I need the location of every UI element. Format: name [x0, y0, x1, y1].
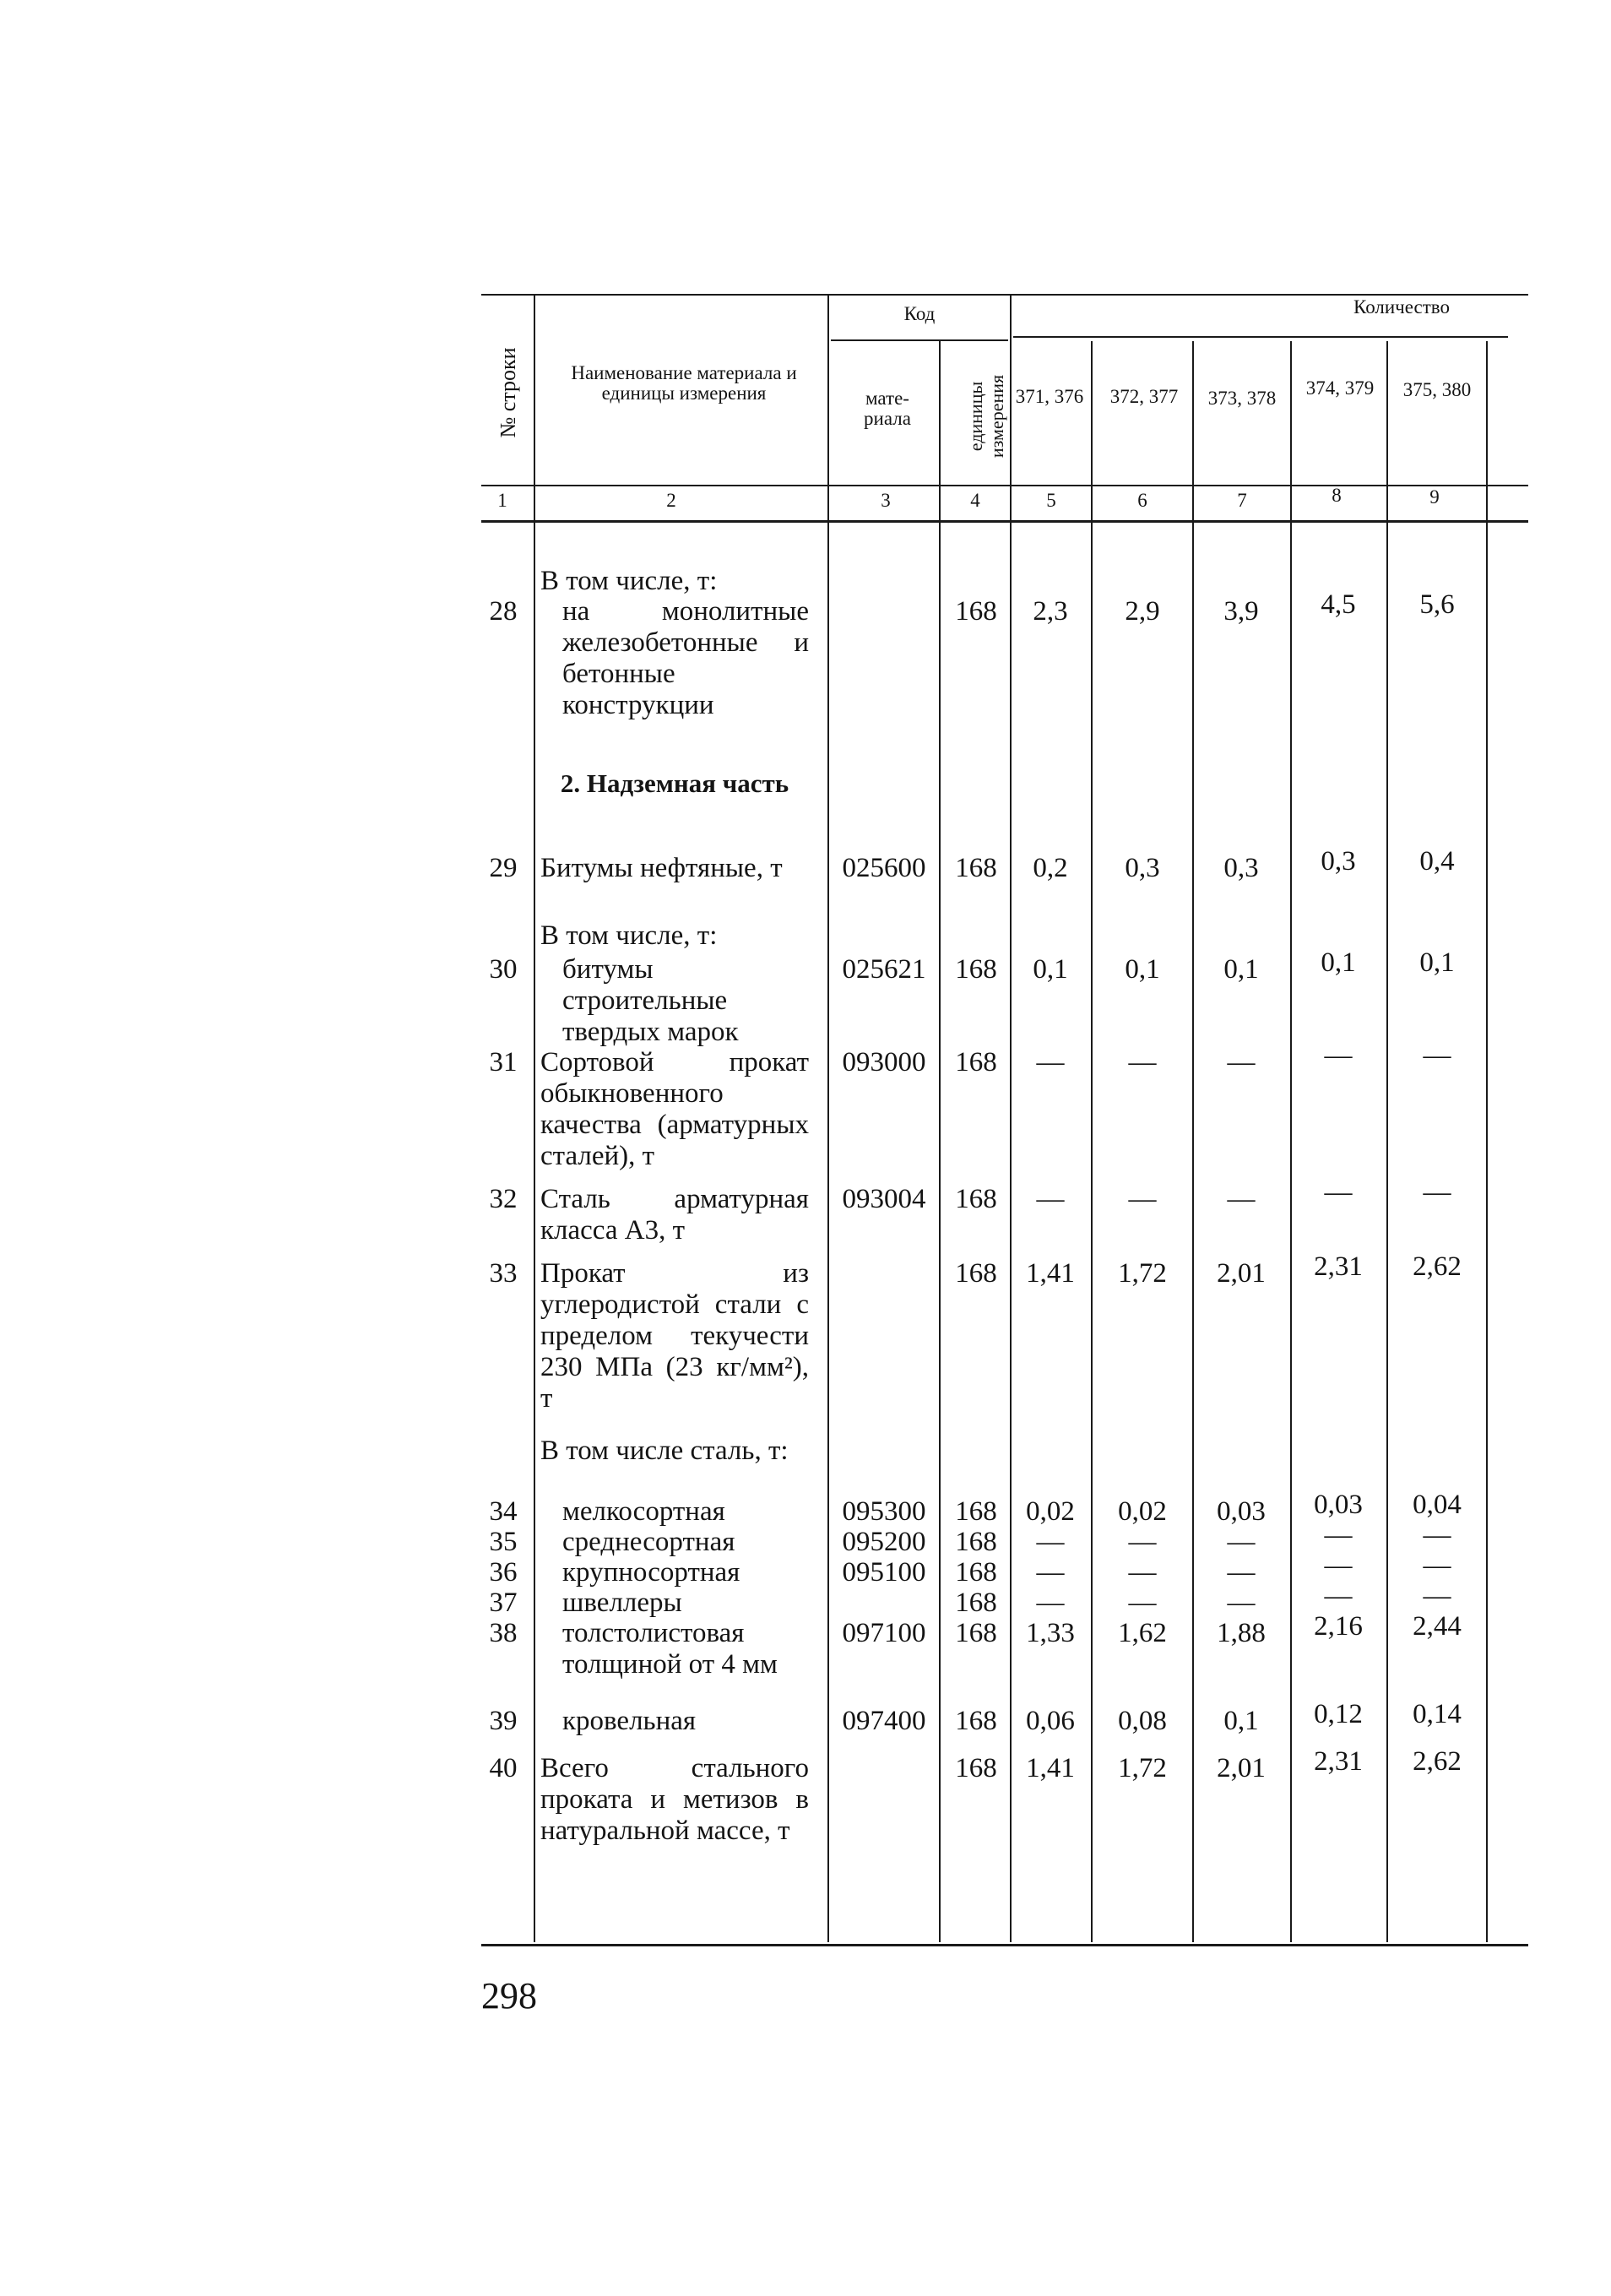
quantity-5: — — [1423, 1520, 1451, 1550]
column-numbers-bottom-rule — [481, 520, 1528, 523]
quantity-1: 1,41 — [1026, 1753, 1075, 1783]
header-code-unit: единицы измерения — [965, 374, 1007, 459]
material-code: 093000 — [842, 1047, 926, 1077]
quantity-4: 0,1 — [1321, 947, 1356, 978]
quantity-3: — — [1227, 1047, 1256, 1077]
material-name: кровельная — [562, 1706, 697, 1736]
quantity-2: 1,62 — [1118, 1618, 1167, 1648]
unit-code: 168 — [955, 1557, 997, 1588]
unit-code: 168 — [955, 1588, 997, 1618]
material-name: на монолитные железобетонные и бетонные конструкции — [562, 596, 809, 720]
header-q1: 371, 376 — [1015, 386, 1084, 407]
material-code: 095200 — [842, 1527, 926, 1557]
material-code: 025600 — [842, 853, 926, 883]
vline-after-q1 — [1091, 341, 1093, 1942]
material-name: Сортовой прокат обыкновенного качества (арматурных сталей), т — [540, 1047, 809, 1171]
header-q4: 374, 379 — [1305, 377, 1375, 399]
quantity-3: 3,9 — [1223, 596, 1259, 627]
vline-after-rowno — [534, 296, 535, 1942]
quantity-5: 2,62 — [1413, 1251, 1462, 1282]
header-code-material: мате-риала — [864, 388, 911, 429]
vline-after-q2 — [1192, 341, 1194, 1942]
quantity-3: 0,1 — [1223, 1706, 1259, 1736]
material-name: битумы строительные твердых марок — [562, 954, 739, 1047]
quantity-1: — — [1036, 1047, 1065, 1077]
quantity-2: — — [1128, 1557, 1157, 1588]
row-number: 30 — [489, 954, 518, 985]
row-number: 35 — [489, 1527, 518, 1557]
quantity-2: — — [1128, 1527, 1157, 1557]
quantity-5: 0,1 — [1419, 947, 1455, 978]
quantity-2: 1,72 — [1118, 1753, 1167, 1783]
header-bottom-rule — [481, 485, 1528, 486]
quantity-2: — — [1128, 1588, 1157, 1618]
header-q2: 372, 377 — [1109, 386, 1179, 407]
column-number-1: 1 — [497, 490, 507, 511]
quantity-4: — — [1324, 1177, 1353, 1208]
quantity-4: — — [1324, 1040, 1353, 1071]
row-number: 39 — [489, 1706, 518, 1736]
quantity-4: — — [1324, 1550, 1353, 1581]
column-number-8: 8 — [1332, 485, 1342, 506]
material-name: В том числе сталь, т: — [540, 1436, 789, 1466]
quantity-4: 0,12 — [1314, 1699, 1363, 1729]
quantity-1: 0,2 — [1033, 853, 1068, 883]
bottom-rule — [481, 1944, 1528, 1946]
top-rule — [481, 294, 1528, 296]
quantity-5: 2,62 — [1413, 1746, 1462, 1777]
material-name: Сталь арматурная класса А3, т — [540, 1184, 809, 1246]
column-number-9: 9 — [1429, 486, 1440, 508]
quantity-5: 5,6 — [1419, 589, 1455, 620]
row-number: 40 — [489, 1753, 518, 1783]
quantity-2: 0,3 — [1125, 853, 1160, 883]
quantity-4: — — [1324, 1520, 1353, 1550]
material-code: 097100 — [842, 1618, 926, 1648]
quantity-3: 2,01 — [1217, 1258, 1266, 1289]
row-number: 28 — [489, 596, 518, 627]
unit-code: 168 — [955, 1618, 997, 1648]
row-number: 34 — [489, 1496, 518, 1527]
column-number-4: 4 — [970, 490, 980, 511]
quantity-1: 2,3 — [1033, 596, 1068, 627]
material-name: среднесортная — [562, 1527, 735, 1557]
unit-code: 168 — [955, 1706, 997, 1736]
header-q5: 375, 380 — [1402, 379, 1472, 400]
material-name: Битумы нефтяные, т — [540, 853, 783, 883]
quantity-4: — — [1324, 1581, 1353, 1611]
material-name: Прокат из углеродистой стали с пределом текучести 230 МПа (23 кг/мм²), т — [540, 1258, 809, 1414]
code-subheader-rule — [831, 339, 1008, 341]
unit-code: 168 — [955, 954, 997, 985]
row-number: 33 — [489, 1258, 518, 1289]
quantity-2: 0,02 — [1118, 1496, 1167, 1527]
unit-code: 168 — [955, 1184, 997, 1214]
quantity-2: 0,08 — [1118, 1706, 1167, 1736]
row-number: 32 — [489, 1184, 518, 1214]
quantity-3: — — [1227, 1557, 1256, 1588]
column-number-5: 5 — [1046, 490, 1056, 511]
quantity-4: 0,3 — [1321, 846, 1356, 877]
quantity-5: — — [1423, 1550, 1451, 1581]
quantity-1: 1,41 — [1026, 1258, 1075, 1289]
vline-after-name — [827, 296, 829, 1942]
page-number: 298 — [481, 1975, 537, 2016]
quantity-5: 0,14 — [1413, 1699, 1462, 1729]
column-number-7: 7 — [1237, 490, 1247, 511]
row-number: 38 — [489, 1618, 518, 1648]
quantity-5: — — [1423, 1040, 1451, 1071]
material-code: 095300 — [842, 1496, 926, 1527]
quantity-2: — — [1128, 1184, 1157, 1214]
quantity-2: 1,72 — [1118, 1258, 1167, 1289]
quantity-1: — — [1036, 1588, 1065, 1618]
quantity-3: 1,88 — [1217, 1618, 1266, 1648]
header-q3: 373, 378 — [1207, 388, 1277, 409]
column-number-2: 2 — [666, 490, 676, 511]
row-number: 36 — [489, 1557, 518, 1588]
column-number-3: 3 — [881, 490, 891, 511]
quantity-1: 1,33 — [1026, 1618, 1075, 1648]
quantity-3: 0,1 — [1223, 954, 1259, 985]
material-name: швеллеры — [562, 1588, 682, 1618]
unit-code: 168 — [955, 1047, 997, 1077]
quantity-3: — — [1227, 1184, 1256, 1214]
header-code: Код — [903, 303, 936, 324]
material-code: 095100 — [842, 1557, 926, 1588]
material-name: Всего стального проката и метизов в натуральной массе, т — [540, 1753, 809, 1846]
row-number: 31 — [489, 1047, 518, 1077]
unit-code: 168 — [955, 1496, 997, 1527]
quantity-1: — — [1036, 1527, 1065, 1557]
quantity-1: 0,06 — [1026, 1706, 1075, 1736]
material-code: 097400 — [842, 1706, 926, 1736]
material-code: 025621 — [842, 954, 926, 985]
quantity-2: — — [1128, 1047, 1157, 1077]
quantity-4: 2,31 — [1314, 1746, 1363, 1777]
unit-code: 168 — [955, 1527, 997, 1557]
section-heading: 2. Надземная часть — [560, 768, 789, 798]
quantity-3: — — [1227, 1588, 1256, 1618]
unit-code: 168 — [955, 1753, 997, 1783]
material-name: крупносортная — [562, 1557, 740, 1588]
header-row-number: № строки — [496, 347, 520, 438]
quantity-3: 0,3 — [1223, 853, 1259, 883]
quantity-1: — — [1036, 1184, 1065, 1214]
header-material-name: Наименование материала и единицы измерения — [571, 362, 797, 404]
material-name: В том числе, т: — [540, 920, 718, 951]
unit-code: 168 — [955, 596, 997, 627]
header-quantity: Количество — [1353, 296, 1450, 318]
quantity-subheader-rule — [1013, 336, 1508, 338]
quantity-3: 2,01 — [1217, 1753, 1266, 1783]
quantity-2: 2,9 — [1125, 596, 1160, 627]
quantity-1: 0,02 — [1026, 1496, 1075, 1527]
material-name: В том числе, т: — [540, 566, 718, 596]
row-number: 37 — [489, 1588, 518, 1618]
quantity-1: — — [1036, 1557, 1065, 1588]
quantity-1: 0,1 — [1033, 954, 1068, 985]
quantity-3: 0,03 — [1217, 1496, 1266, 1527]
quantity-3: — — [1227, 1527, 1256, 1557]
quantity-4: 0,03 — [1314, 1490, 1363, 1520]
material-code: 093004 — [842, 1184, 926, 1214]
material-name: мелкосортная — [562, 1496, 725, 1527]
vline-after-q4 — [1386, 341, 1388, 1942]
quantity-5: 0,04 — [1413, 1490, 1462, 1520]
quantity-5: 0,4 — [1419, 846, 1455, 877]
quantity-2: 0,1 — [1125, 954, 1160, 985]
quantity-5: — — [1423, 1581, 1451, 1611]
quantity-4: 2,16 — [1314, 1611, 1363, 1642]
vline-after-unit — [1010, 296, 1012, 1942]
vline-after-material — [939, 341, 941, 1942]
quantity-5: — — [1423, 1177, 1451, 1208]
quantity-4: 4,5 — [1321, 589, 1356, 620]
quantity-4: 2,31 — [1314, 1251, 1363, 1282]
material-name: толстолистовая толщиной от 4 мм — [562, 1618, 778, 1680]
column-number-6: 6 — [1137, 490, 1147, 511]
vline-after-q5 — [1486, 341, 1488, 1942]
row-number: 29 — [489, 853, 518, 883]
unit-code: 168 — [955, 1258, 997, 1289]
unit-code: 168 — [955, 853, 997, 883]
quantity-5: 2,44 — [1413, 1611, 1462, 1642]
